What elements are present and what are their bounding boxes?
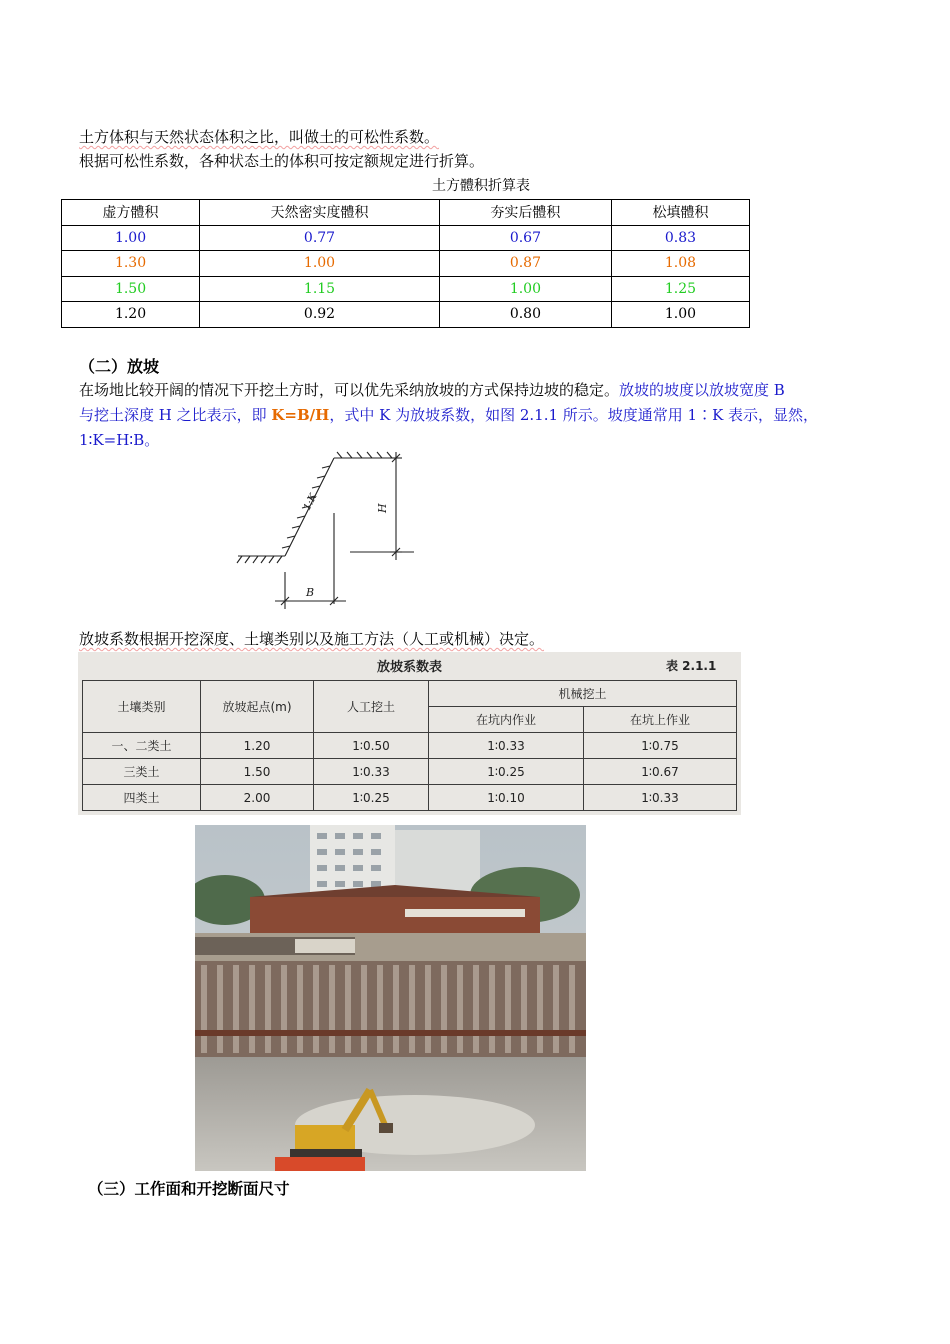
header-cell: 人工挖土 [314, 681, 429, 733]
slope-coefficient-table-image [78, 652, 741, 815]
header-cell: 土壤类别 [83, 681, 201, 733]
table-cell: 1.15 [200, 276, 440, 302]
slope-label: 1:K [301, 492, 320, 513]
table-cell: 0.67 [439, 225, 611, 251]
table-cell: 1∶0.25 [429, 759, 584, 785]
table-cell: 1.50 [201, 759, 314, 785]
intro-line-2: 根据可松性系数，各种状态土的体积可按定额规定进行折算。 [79, 152, 485, 170]
table-cell: 三类土 [83, 759, 201, 785]
paragraph-text: 与挖土深度 H 之比表示，即 [79, 406, 272, 424]
table-cell: 1.20 [201, 733, 314, 759]
table-cell: 1∶0.25 [314, 785, 429, 811]
header-cell: 放坡起点(m) [201, 681, 314, 733]
table-cell: 1∶0.50 [314, 733, 429, 759]
table-cell: 1.00 [439, 276, 611, 302]
formula-text: K=B/H [271, 406, 330, 424]
table-cell: 0.92 [200, 302, 440, 328]
table-header-row [62, 200, 750, 226]
section-heading-work-face: （三）工作面和开挖断面尺寸 [88, 1180, 290, 1198]
table-cell: 一、二类土 [83, 733, 201, 759]
table-cell: 0.87 [439, 251, 611, 277]
width-label: B [306, 586, 315, 599]
header-cell: 机械挖土 [429, 681, 737, 707]
header-cell: 松填體积 [611, 200, 749, 226]
excavation-site-photo [195, 825, 586, 1171]
table-row [62, 276, 750, 302]
photo-illustration [195, 825, 586, 1171]
slope-diagram [230, 447, 430, 612]
table-cell: 四类土 [83, 785, 201, 811]
header-cell: 虚方體积 [62, 200, 200, 226]
conversion-table [61, 199, 750, 328]
table-cell: 1∶0.10 [429, 785, 584, 811]
table-row [62, 251, 750, 277]
table-cell: 1∶0.33 [429, 733, 584, 759]
slope-paragraph-line-1 [79, 378, 785, 402]
table-cell: 1∶0.67 [584, 759, 737, 785]
table-cell: 1.25 [611, 276, 749, 302]
table-cell: 0.80 [439, 302, 611, 328]
table-cell: 0.83 [611, 225, 749, 251]
slope-table-title: 放坡系数表 [376, 660, 442, 675]
table-cell: 1∶0.75 [584, 733, 737, 759]
table-row [83, 759, 737, 785]
paragraph-text: 在场地比较开阔的情况下开挖土方时，可以优先采纳放坡的方式保持边坡的稳定。 [79, 381, 620, 399]
slope-table-number: 表 2.1.1 [666, 659, 717, 673]
table-cell: 0.77 [200, 225, 440, 251]
header-cell: 夯实后體积 [439, 200, 611, 226]
paragraph-text-blue: 放坡的坡度以放坡宽度 B [619, 381, 785, 399]
table-cell: 1∶0.33 [584, 785, 737, 811]
section-heading-slope: （二）放坡 [79, 357, 160, 376]
table-row [62, 225, 750, 251]
table-cell: 1.00 [200, 251, 440, 277]
table-cell: 2.00 [201, 785, 314, 811]
slope-paragraph-line-2 [79, 403, 818, 427]
slope-paragraph-line-3: 1∶K=H∶B。 [79, 431, 160, 449]
table-header-row [83, 681, 737, 707]
conversion-table-caption: 土方體积折算表 [432, 178, 530, 194]
slope-coefficient-note: 放坡系数根据开挖深度、土壤类别以及施工方法（人工或机械）决定。 [79, 630, 545, 648]
table-cell: 1∶0.33 [314, 759, 429, 785]
table-cell: 1.08 [611, 251, 749, 277]
table-cell: 1.20 [62, 302, 200, 328]
table-cell: 1.00 [62, 225, 200, 251]
header-cell: 在坑内作业 [429, 707, 584, 733]
table-row [83, 785, 737, 811]
height-label: H [376, 503, 389, 513]
table-cell: 1.50 [62, 276, 200, 302]
table-cell: 1.30 [62, 251, 200, 277]
table-row [62, 302, 750, 328]
intro-line-1: 土方体积与天然状态体积之比，叫做土的可松性系数。 [79, 128, 440, 146]
table-row [83, 733, 737, 759]
header-cell: 天然密实度體积 [200, 200, 440, 226]
paragraph-text: ，式中 K 为放坡系数，如图 2.1.1 所示。坡度通常用 1∶K 表示，显然， [329, 406, 819, 424]
slope-table [82, 680, 737, 811]
table-cell: 1.00 [611, 302, 749, 328]
header-cell: 在坑上作业 [584, 707, 737, 733]
